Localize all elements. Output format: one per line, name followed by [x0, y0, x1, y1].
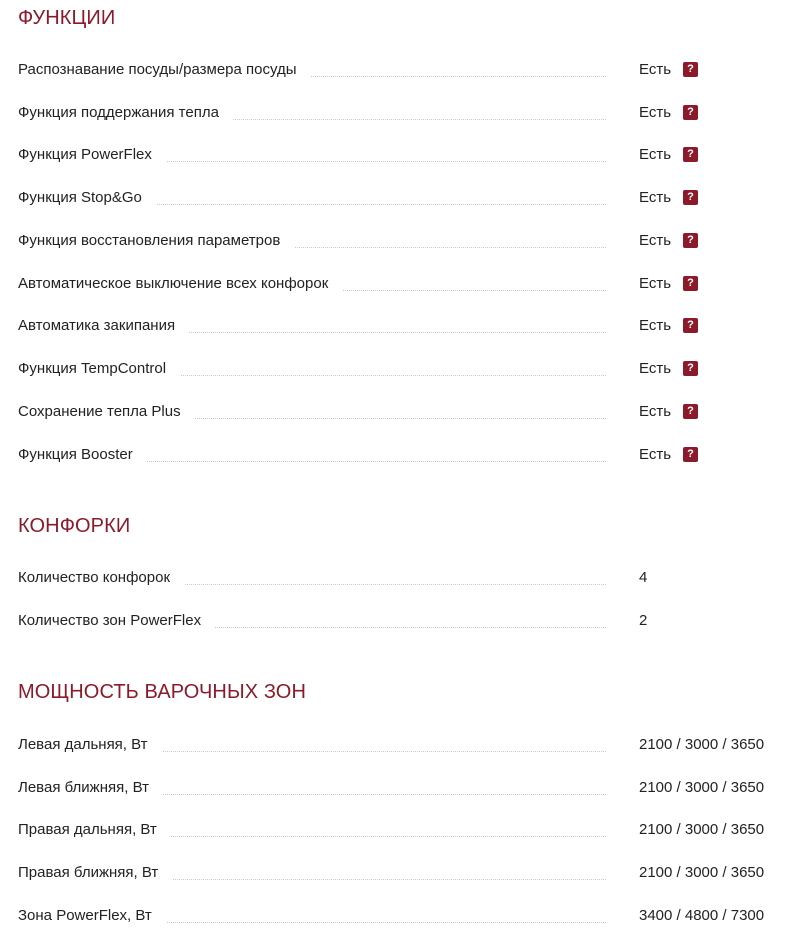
spec-row — [18, 400, 798, 424]
help-icon[interactable]: ? — [683, 404, 698, 419]
spec-value: 2100 / 3000 / 3650 — [639, 779, 765, 796]
spec-row — [18, 818, 798, 842]
help-icon[interactable]: ? — [683, 190, 698, 205]
spec-value: Есть — [639, 232, 672, 249]
spec-value: Есть — [639, 317, 672, 334]
spec-label: Правая ближняя, Вт — [18, 863, 172, 883]
spec-row — [18, 776, 798, 800]
help-icon[interactable]: ? — [683, 62, 698, 77]
spec-row — [18, 58, 798, 82]
spec-row — [18, 733, 798, 757]
spec-value: 4 — [639, 569, 648, 586]
spec-label: Функция TempControl — [18, 359, 180, 379]
section-title-functions: ФУНКЦИИ — [18, 7, 116, 29]
spec-value: 3400 / 4800 / 7300 — [639, 907, 765, 924]
spec-value: Есть — [639, 360, 672, 377]
spec-row — [18, 229, 798, 253]
spec-label: Функция Booster — [18, 445, 147, 465]
spec-value: Есть — [639, 61, 672, 78]
spec-row — [18, 314, 798, 338]
spec-value: Есть — [639, 446, 672, 463]
spec-label: Сохранение тепла Plus — [18, 402, 195, 422]
spec-row — [18, 143, 798, 167]
spec-label: Левая ближняя, Вт — [18, 778, 163, 798]
spec-label: Количество конфорок — [18, 568, 184, 588]
help-icon[interactable]: ? — [683, 147, 698, 162]
spec-row — [18, 101, 798, 125]
spec-value: 2100 / 3000 / 3650 — [639, 821, 765, 838]
section-title-burners: КОНФОРКИ — [18, 515, 131, 537]
spec-label: Функция PowerFlex — [18, 145, 166, 165]
spec-label: Правая дальняя, Вт — [18, 820, 171, 840]
spec-value: Есть — [639, 146, 672, 163]
help-icon[interactable]: ? — [683, 361, 698, 376]
spec-row — [18, 357, 798, 381]
spec-row — [18, 443, 798, 467]
spec-row — [18, 609, 798, 633]
spec-label: Количество зон PowerFlex — [18, 611, 215, 631]
spec-label: Левая дальняя, Вт — [18, 735, 162, 755]
spec-value: 2100 / 3000 / 3650 — [639, 736, 765, 753]
help-icon[interactable]: ? — [683, 318, 698, 333]
spec-label: Функция Stop&Go — [18, 188, 156, 208]
spec-row — [18, 566, 798, 590]
spec-label: Распознавание посуды/размера посуды — [18, 60, 311, 80]
spec-label: Автоматика закипания — [18, 316, 189, 336]
spec-row — [18, 186, 798, 210]
spec-label: Функция поддержания тепла — [18, 103, 233, 123]
spec-label: Функция восстановления параметров — [18, 231, 294, 251]
help-icon[interactable]: ? — [683, 447, 698, 462]
help-icon[interactable]: ? — [683, 105, 698, 120]
spec-row — [18, 904, 798, 928]
spec-value: Есть — [639, 403, 672, 420]
spec-value: Есть — [639, 189, 672, 206]
spec-label: Зона PowerFlex, Вт — [18, 906, 166, 926]
spec-value: 2100 / 3000 / 3650 — [639, 864, 765, 881]
section-title-zone-power: МОЩНОСТЬ ВАРОЧНЫХ ЗОН — [18, 681, 307, 703]
spec-row — [18, 272, 798, 296]
help-icon[interactable]: ? — [683, 233, 698, 248]
spec-value: Есть — [639, 104, 672, 121]
spec-label: Автоматическое выключение всех конфорок — [18, 274, 342, 294]
spec-row — [18, 861, 798, 885]
spec-value: 2 — [639, 612, 648, 629]
spec-value: Есть — [639, 275, 672, 292]
help-icon[interactable]: ? — [683, 276, 698, 291]
